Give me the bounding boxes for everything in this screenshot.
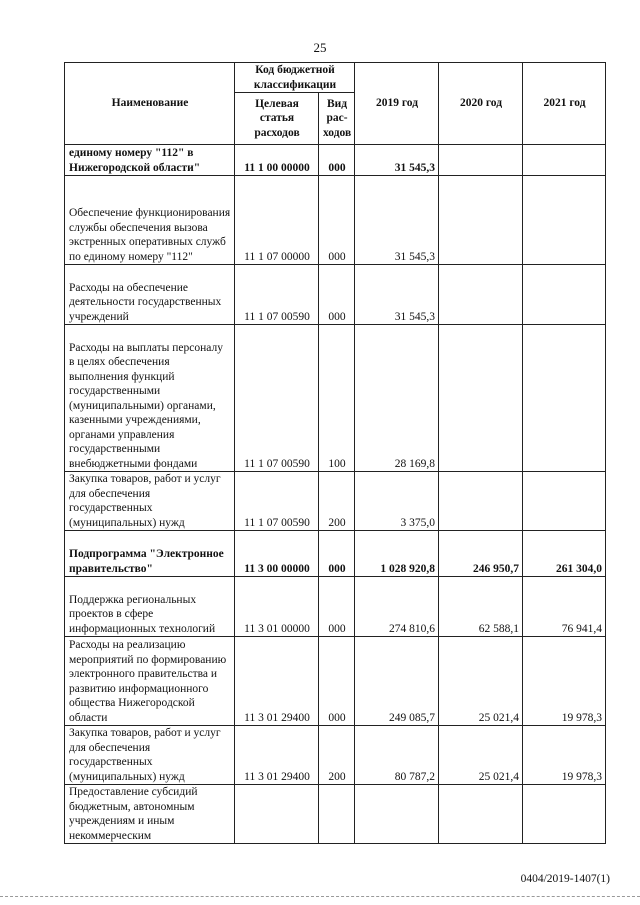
row-2020: 25 021,4: [439, 726, 523, 785]
row-2020: 62 588,1: [439, 577, 523, 637]
row-kind: 000: [319, 265, 355, 325]
row-2020: [439, 145, 523, 176]
header-classification: Код бюджетной классификации: [235, 63, 355, 93]
table-row: [65, 637, 606, 726]
header-expense-kind: Вид рас-ходов: [319, 93, 355, 145]
row-2020: [439, 265, 523, 325]
table-row: [65, 472, 606, 531]
row-code: 11 3 01 00000: [235, 577, 319, 637]
row-code: 11 1 07 00590: [235, 472, 319, 531]
row-2020: 246 950,7: [439, 531, 523, 577]
row-code: 11 3 01 29400: [235, 637, 319, 726]
table-row: [65, 577, 606, 637]
budget-table: [64, 62, 606, 844]
table-row: [65, 785, 606, 844]
header-name: Наименование: [65, 63, 235, 145]
table-row: [65, 325, 606, 472]
document-code: 0404/2019-1407(1): [520, 873, 610, 885]
row-2019: 31 545,3: [355, 265, 439, 325]
header-2021: 2021 год: [523, 63, 606, 145]
row-2021: 19 978,3: [523, 726, 606, 785]
row-name: Расходы на реализацию мероприятий по формированию электронного правительства и развитию информационного общества Нижегородской области: [65, 637, 235, 726]
row-kind: 000: [319, 637, 355, 726]
row-name: Обеспечение функционирования службы обеспечения вызова экстренных оперативных служб по единому номеру "112": [65, 176, 235, 265]
table-row: [65, 726, 606, 785]
row-name: Закупка товаров, работ и услуг для обеспечения государственных (муниципальных) нужд: [65, 472, 235, 531]
row-2019: 31 545,3: [355, 176, 439, 265]
row-kind: 100: [319, 325, 355, 472]
row-2021: [523, 176, 606, 265]
page-number: 25: [313, 40, 327, 55]
row-2019: 31 545,3: [355, 145, 439, 176]
row-name: Поддержка региональных проектов в сфере информационных технологий: [65, 577, 235, 637]
table-row: [65, 265, 606, 325]
row-2020: [439, 176, 523, 265]
row-code: 11 1 07 00000: [235, 176, 319, 265]
row-2021: [523, 472, 606, 531]
row-2019: 80 787,2: [355, 726, 439, 785]
row-2020: [439, 325, 523, 472]
row-2021: [523, 325, 606, 472]
row-name: единому номеру "112" в Нижегородской области": [65, 145, 235, 176]
row-code: 11 1 07 00590: [235, 325, 319, 472]
row-2019: 28 169,8: [355, 325, 439, 472]
row-kind: 200: [319, 472, 355, 531]
row-code: 11 1 07 00590: [235, 265, 319, 325]
row-2019: 249 085,7: [355, 637, 439, 726]
row-2021: 19 978,3: [523, 637, 606, 726]
header-2020: 2020 год: [439, 63, 523, 145]
row-2020: [439, 472, 523, 531]
row-2019: [355, 785, 439, 844]
header-target-article: Целевая статья расходов: [235, 93, 319, 145]
row-kind: 000: [319, 577, 355, 637]
table-row: [65, 145, 606, 176]
row-2019: 1 028 920,8: [355, 531, 439, 577]
page-bottom-divider: [0, 896, 640, 897]
row-kind: 000: [319, 531, 355, 577]
table-row: [65, 531, 606, 577]
row-kind: [319, 785, 355, 844]
row-2021: 76 941,4: [523, 577, 606, 637]
row-code: 11 3 00 00000: [235, 531, 319, 577]
row-name: Закупка товаров, работ и услуг для обеспечения государственных (муниципальных) нужд: [65, 726, 235, 785]
row-2021: [523, 785, 606, 844]
header-2019: 2019 год: [355, 63, 439, 145]
row-code: [235, 785, 319, 844]
row-name: Подпрограмма "Электронное правительство": [65, 531, 235, 577]
row-kind: 200: [319, 726, 355, 785]
row-name: Расходы на обеспечение деятельности государственных учреждений: [65, 265, 235, 325]
row-kind: 000: [319, 145, 355, 176]
row-code: 11 3 01 29400: [235, 726, 319, 785]
row-2021: [523, 265, 606, 325]
row-2020: 25 021,4: [439, 637, 523, 726]
row-2019: 3 375,0: [355, 472, 439, 531]
row-2021: [523, 145, 606, 176]
row-2019: 274 810,6: [355, 577, 439, 637]
row-name: Расходы на выплаты персоналу в целях обеспечения выполнения функций государственными (муниципальными) органами, казенными учреждениями, органами управления государственными внебюджетными фондами: [65, 325, 235, 472]
row-name: Предоставление субсидий бюджетным, автономным учреждениям и иным некоммерческим: [65, 785, 235, 844]
row-2021: 261 304,0: [523, 531, 606, 577]
table-header: [65, 63, 606, 145]
row-2020: [439, 785, 523, 844]
row-code: 11 1 00 00000: [235, 145, 319, 176]
table-row: [65, 176, 606, 265]
table-body: [65, 145, 606, 844]
row-kind: 000: [319, 176, 355, 265]
